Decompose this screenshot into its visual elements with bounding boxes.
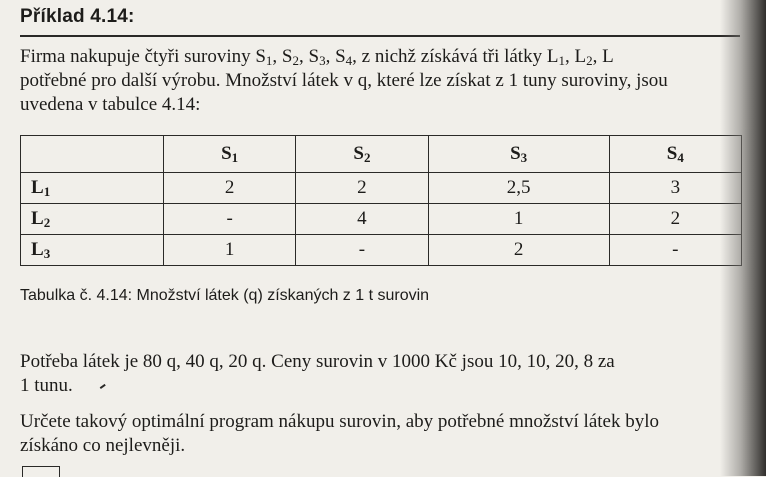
row-header: $L_1$ [21, 173, 164, 204]
column-header: $S_1$ [164, 136, 296, 173]
next-example-box [22, 466, 60, 477]
column-header: $S_2$ [296, 136, 428, 173]
intro-line-3: uvedena v tabulce 4.14: [20, 94, 201, 115]
table-cell: 2 [164, 173, 296, 204]
task-line-2: získáno co nejlevněji. [20, 435, 186, 456]
intro-line-1: Firma nakupuje čtyři suroviny $S_1$, $S_2$, $S_3$, $S_4$, z nichž získává tři látky $L_1$, $L_2$, L [20, 46, 614, 68]
row-header: $L_3$ [21, 235, 164, 266]
needs-line-2: 1 tunu. [20, 375, 73, 396]
table-cell: 1 [428, 204, 609, 235]
needs-line-1: Potřeba látek je 80 q, 40 q, 20 q. Ceny surovin v 1000 Kč jsou 10, 10, 20, 8 za [20, 351, 615, 372]
table-cell: 1 [164, 235, 296, 266]
task-paragraph [20, 410, 750, 458]
table-row [21, 173, 742, 204]
task-line-1: Určete takový optimální program nákupu surovin, aby potřebné množství látek bylo [20, 411, 659, 432]
table-cell: 2 [428, 235, 609, 266]
table-row [21, 235, 742, 266]
column-header: $S_3$ [428, 136, 609, 173]
table-cell: 2,5 [428, 173, 609, 204]
table-caption: Tabulka č. 4.14: Množství látek (q) získaných z 1 t surovin [20, 287, 430, 304]
table-cell: 4 [296, 204, 428, 235]
table-cell: - [609, 235, 741, 266]
table-cell: - [164, 204, 296, 235]
table-cell: 3 [609, 173, 741, 204]
intro-paragraph [20, 45, 750, 117]
table-cell: 2 [609, 204, 741, 235]
intro-line-2: potřebné pro další výrobu. Množství látek v q, které lze získat z 1 tuny suroviny, jsou [20, 70, 668, 91]
table-header-row [21, 136, 742, 173]
needs-paragraph [20, 350, 750, 398]
column-header: $S_4$ [609, 136, 741, 173]
table-cell: 2 [296, 173, 428, 204]
example-title: Příklad 4.14: [20, 6, 135, 27]
row-header: $L_2$ [21, 204, 164, 235]
table-corner-cell [21, 136, 164, 173]
substance-yield-table [20, 135, 742, 266]
page-edge-shadow [720, 0, 766, 476]
table-row [21, 204, 742, 235]
table-cell: - [296, 235, 428, 266]
title-underline [20, 35, 740, 37]
